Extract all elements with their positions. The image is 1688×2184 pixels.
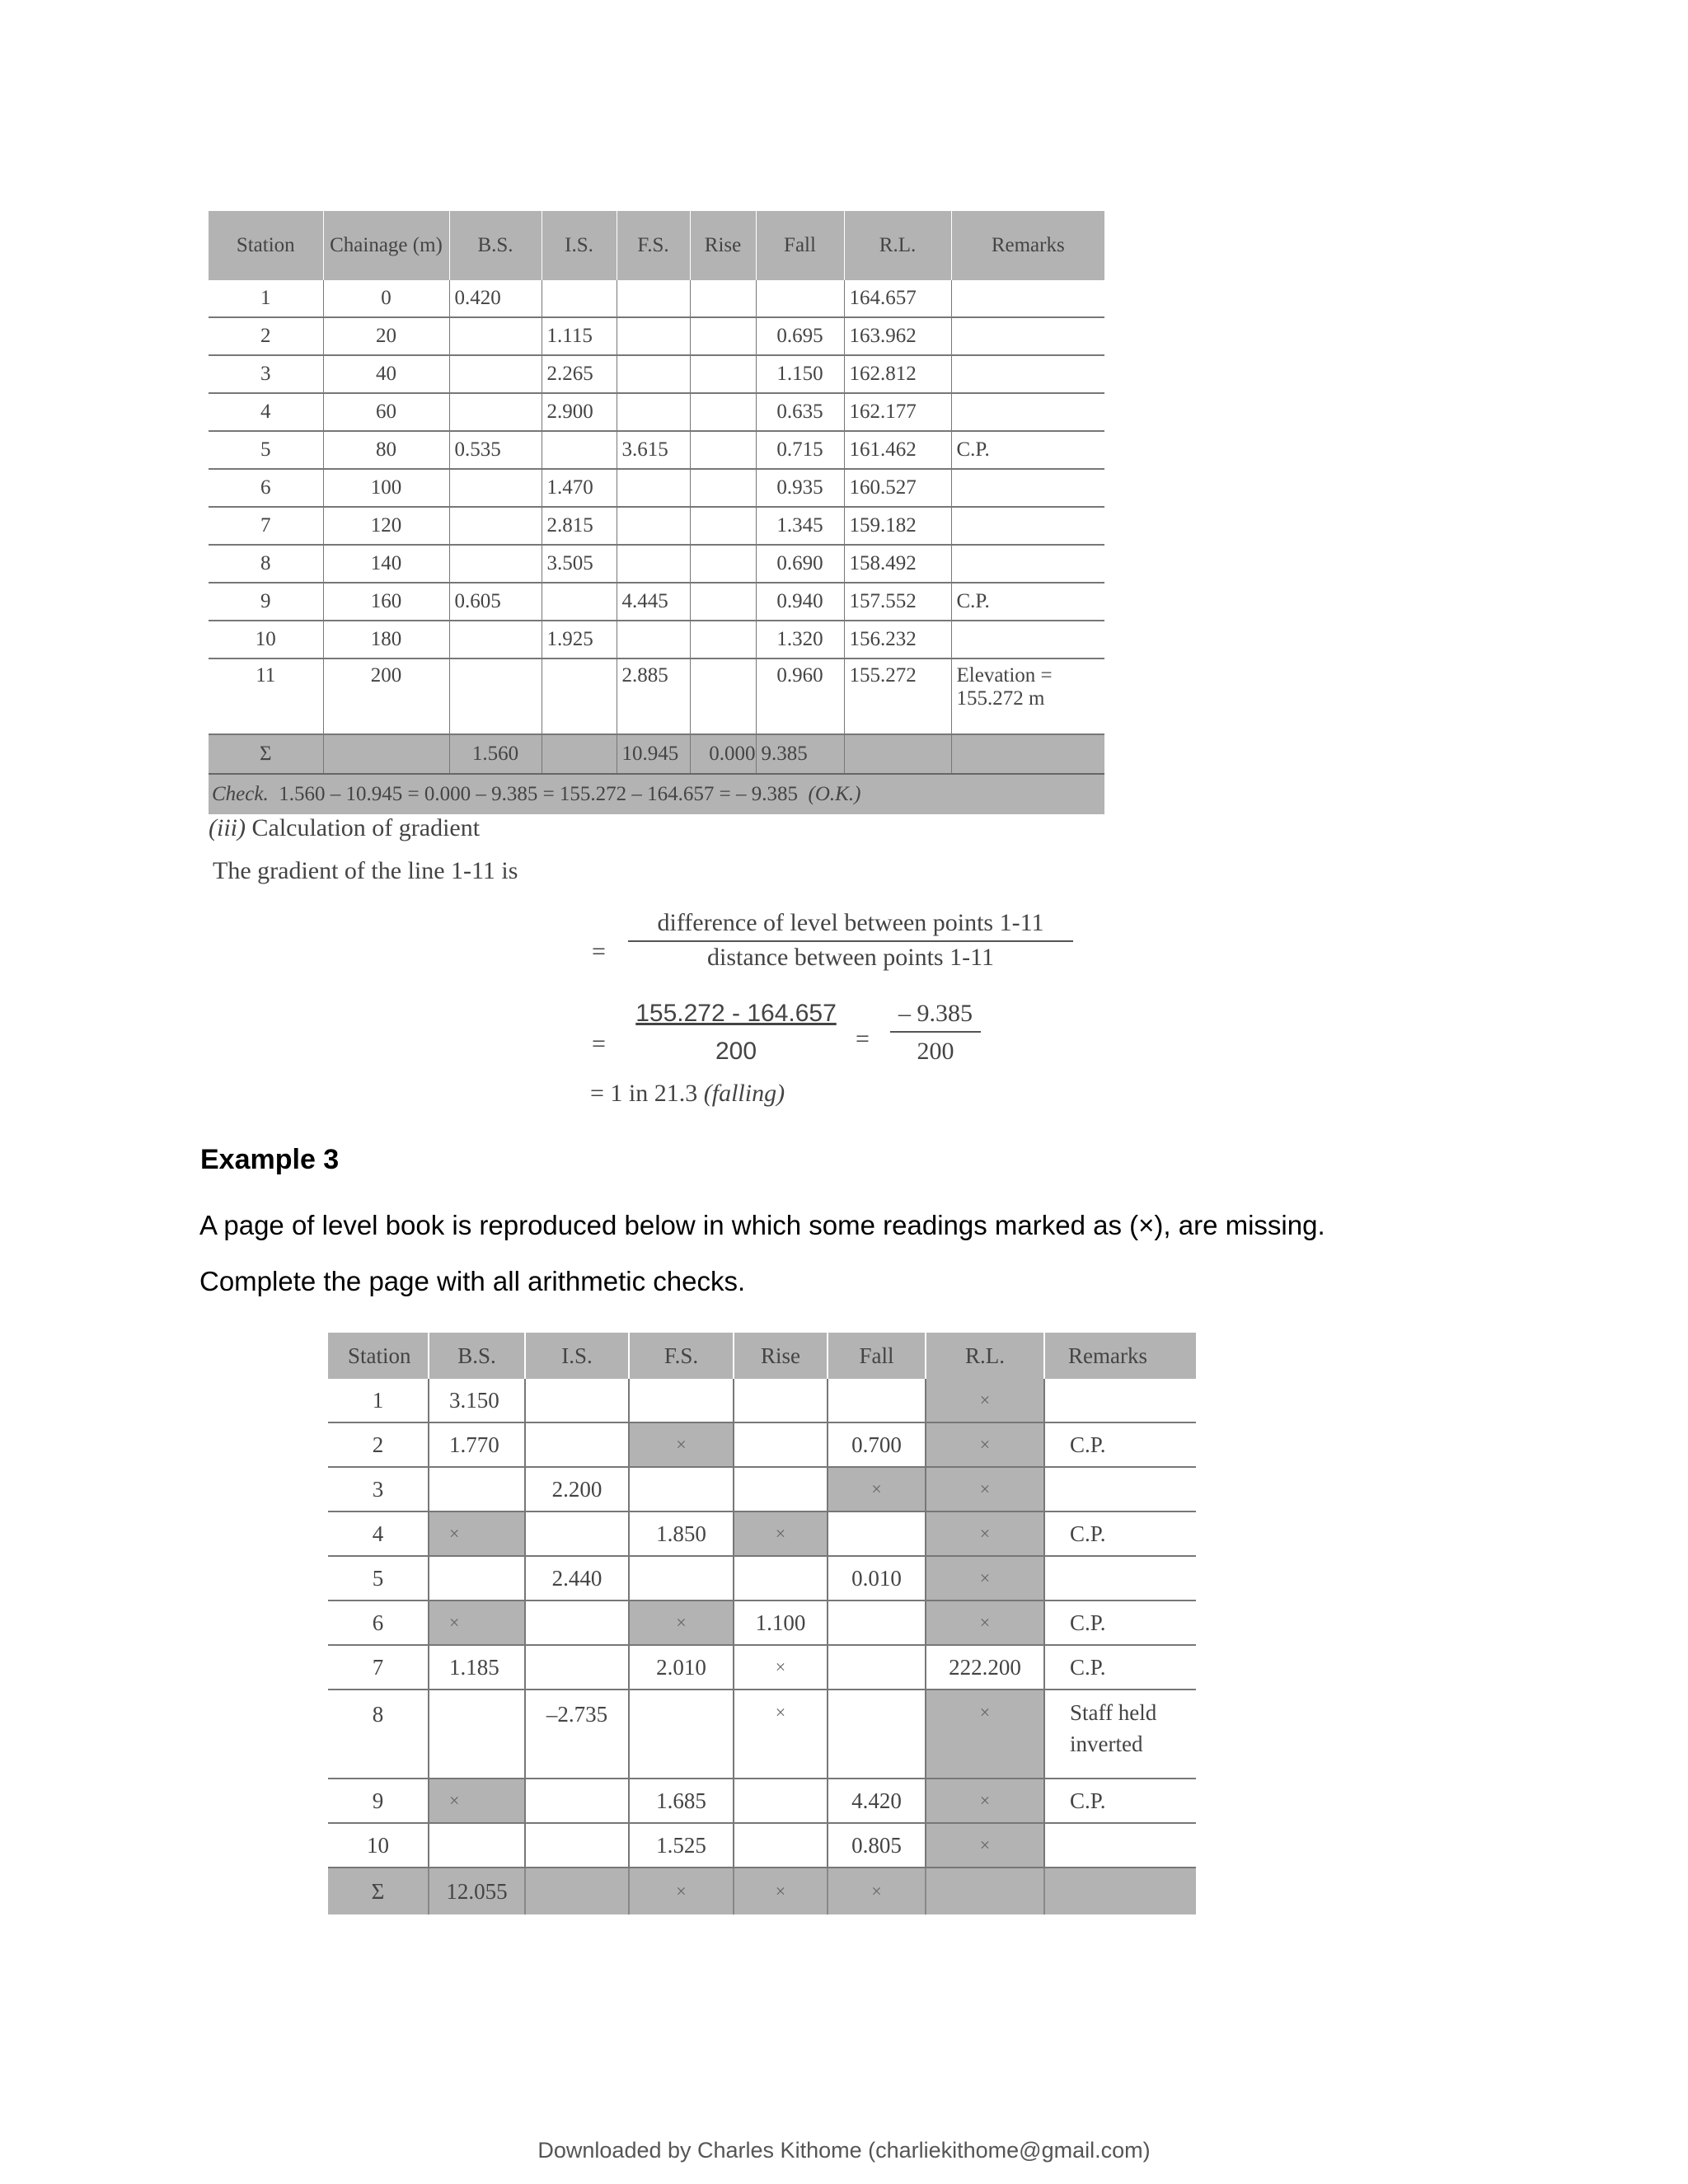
cell-fs: 3.615 <box>617 431 690 469</box>
cell-fs <box>617 545 690 583</box>
cell-rl: 162.177 <box>844 393 951 431</box>
cell-station: 9 <box>328 1779 429 1823</box>
cell-bs: × <box>429 1511 525 1556</box>
cell-is <box>525 1823 629 1868</box>
cell-fall: 0.715 <box>756 431 844 469</box>
cell-is: 2.900 <box>542 393 617 431</box>
cell-rl: × <box>926 1422 1044 1467</box>
sum-fs: 10.945 <box>617 734 690 774</box>
cell-remarks: C.P. <box>1044 1511 1196 1556</box>
cell-fs <box>617 280 690 317</box>
cell-fall <box>756 280 844 317</box>
cell-fall: 0.700 <box>828 1422 926 1467</box>
cell-fs: 2.885 <box>617 658 690 734</box>
table-row <box>209 317 1104 355</box>
cell-is: –2.735 <box>525 1690 629 1779</box>
table1-sum-row <box>209 734 1104 774</box>
cell-is: 2.440 <box>525 1556 629 1601</box>
cell-rise <box>690 355 756 393</box>
cell-is <box>525 1511 629 1556</box>
fraction-values-numerator: 155.272 - 164.657 <box>635 1000 837 1027</box>
gradient-result-note: (falling) <box>703 1080 785 1107</box>
sum-bs: 12.055 <box>429 1868 525 1915</box>
table-row <box>328 1511 1196 1556</box>
header-fs: F.S. <box>629 1333 734 1379</box>
cell-bs <box>429 1690 525 1779</box>
cell-bs <box>449 545 542 583</box>
cell-remarks <box>951 621 1104 658</box>
fraction-result <box>890 1000 981 1066</box>
table2-sum-row <box>328 1868 1196 1915</box>
cell-station: 3 <box>209 355 323 393</box>
cell-fs <box>617 355 690 393</box>
cell-is: 2.200 <box>525 1467 629 1511</box>
cell-fs <box>617 621 690 658</box>
cell-fs <box>617 507 690 545</box>
cell-rl: 162.812 <box>844 355 951 393</box>
cell-bs <box>429 1556 525 1601</box>
cell-remarks <box>951 507 1104 545</box>
cell-remarks: C.P. <box>1044 1779 1196 1823</box>
cell-is <box>525 1379 629 1422</box>
sum-rise: × <box>734 1868 828 1915</box>
cell-station: 10 <box>328 1823 429 1868</box>
cell-is <box>542 658 617 734</box>
table-row <box>328 1556 1196 1601</box>
cell-rl: 155.272 <box>844 658 951 734</box>
table-row <box>209 507 1104 545</box>
table-row <box>209 355 1104 393</box>
header-remarks: Remarks <box>1044 1333 1196 1379</box>
cell-fs: 1.685 <box>629 1779 734 1823</box>
cell-rise <box>690 621 756 658</box>
cell-station: 9 <box>209 583 323 621</box>
cell-bs: × <box>429 1779 525 1823</box>
cell-station: 5 <box>209 431 323 469</box>
table-row <box>328 1379 1196 1422</box>
cell-is <box>542 280 617 317</box>
cell-is <box>525 1779 629 1823</box>
cell-fall <box>828 1645 926 1690</box>
cell-remarks <box>1044 1556 1196 1601</box>
table-row <box>328 1779 1196 1823</box>
cell-chainage: 180 <box>323 621 449 658</box>
cell-rl: × <box>926 1823 1044 1868</box>
fraction-values <box>625 1000 847 1066</box>
fraction-definition-denominator: distance between points 1-11 <box>707 944 994 971</box>
cell-chainage: 120 <box>323 507 449 545</box>
cell-rise <box>690 393 756 431</box>
cell-station: 1 <box>328 1379 429 1422</box>
header-fall: Fall <box>756 211 844 280</box>
cell-bs <box>449 621 542 658</box>
cell-fs: 1.525 <box>629 1823 734 1868</box>
header-rise: Rise <box>734 1333 828 1379</box>
table-row <box>209 583 1104 621</box>
cell-fall: 1.345 <box>756 507 844 545</box>
cell-fall: 0.940 <box>756 583 844 621</box>
table-row <box>328 1467 1196 1511</box>
header-chainage: Chainage (m) <box>323 211 449 280</box>
cell-rl: 222.200 <box>926 1645 1044 1690</box>
cell-is <box>525 1422 629 1467</box>
equals-sign-1: = <box>592 938 606 965</box>
cell-rl: 157.552 <box>844 583 951 621</box>
cell-remarks: C.P. <box>1044 1645 1196 1690</box>
check-label: Check. <box>212 783 269 805</box>
cell-station: 6 <box>209 469 323 507</box>
cell-is <box>525 1645 629 1690</box>
cell-station: 4 <box>209 393 323 431</box>
sum-fall: × <box>828 1868 926 1915</box>
cell-chainage: 100 <box>323 469 449 507</box>
cell-bs: 0.605 <box>449 583 542 621</box>
header-rise: Rise <box>690 211 756 280</box>
cell-fall <box>828 1601 926 1645</box>
cell-rise <box>734 1467 828 1511</box>
cell-fall <box>828 1511 926 1556</box>
cell-rise <box>690 469 756 507</box>
cell-bs: 0.420 <box>449 280 542 317</box>
cell-fs: × <box>629 1601 734 1645</box>
cell-fall: 0.010 <box>828 1556 926 1601</box>
cell-is: 2.815 <box>542 507 617 545</box>
cell-chainage: 20 <box>323 317 449 355</box>
table-row <box>209 280 1104 317</box>
sum-symbol: Σ <box>328 1868 429 1915</box>
cell-remarks <box>951 393 1104 431</box>
cell-fs: 2.010 <box>629 1645 734 1690</box>
cell-rise <box>734 1779 828 1823</box>
sum-cell <box>1044 1868 1196 1915</box>
table-row <box>209 431 1104 469</box>
cell-bs <box>449 507 542 545</box>
sum-fall: 9.385 <box>756 734 844 774</box>
sum-bs: 1.560 <box>449 734 542 774</box>
cell-rl: × <box>926 1511 1044 1556</box>
cell-fs: 4.445 <box>617 583 690 621</box>
table-row <box>328 1690 1196 1779</box>
cell-rl: 158.492 <box>844 545 951 583</box>
fraction-values-denominator: 200 <box>715 1038 757 1065</box>
cell-rl: × <box>926 1779 1044 1823</box>
cell-rise <box>734 1379 828 1422</box>
sum-fs: × <box>629 1868 734 1915</box>
cell-is <box>542 583 617 621</box>
fraction-result-denominator: 200 <box>917 1038 954 1065</box>
header-bs: B.S. <box>449 211 542 280</box>
cell-rl: × <box>926 1690 1044 1779</box>
cell-remarks <box>951 545 1104 583</box>
cell-fs <box>629 1556 734 1601</box>
cell-station: 7 <box>328 1645 429 1690</box>
level-table-2 <box>328 1333 1196 1915</box>
cell-bs <box>429 1823 525 1868</box>
cell-station: 7 <box>209 507 323 545</box>
cell-remarks: C.P. <box>951 431 1104 469</box>
cell-fs: × <box>629 1422 734 1467</box>
table-row <box>209 469 1104 507</box>
cell-rl: × <box>926 1601 1044 1645</box>
cell-rl: × <box>926 1556 1044 1601</box>
cell-rise <box>734 1823 828 1868</box>
cell-fs <box>629 1690 734 1779</box>
cell-fall: × <box>828 1467 926 1511</box>
table1-check-row <box>209 774 1104 814</box>
cell-station: 2 <box>328 1422 429 1467</box>
cell-rise <box>690 658 756 734</box>
cell-rise <box>690 583 756 621</box>
cell-fall: 0.690 <box>756 545 844 583</box>
cell-station: 8 <box>328 1690 429 1779</box>
cell-remarks: C.P. <box>951 583 1104 621</box>
sum-symbol: Σ <box>209 734 323 774</box>
header-rl: R.L. <box>926 1333 1044 1379</box>
cell-station: 2 <box>209 317 323 355</box>
header-fall: Fall <box>828 1333 926 1379</box>
cell-station: 5 <box>328 1556 429 1601</box>
cell-rise: × <box>734 1511 828 1556</box>
cell-fall: 0.635 <box>756 393 844 431</box>
header-fs: F.S. <box>617 211 690 280</box>
cell-rl: 163.962 <box>844 317 951 355</box>
cell-station: 10 <box>209 621 323 658</box>
cell-bs <box>449 317 542 355</box>
cell-fall: 1.150 <box>756 355 844 393</box>
cell-fs <box>617 317 690 355</box>
sum-cell <box>542 734 617 774</box>
equals-sign-3: = <box>856 1025 870 1052</box>
cell-rl: 161.462 <box>844 431 951 469</box>
cell-chainage: 160 <box>323 583 449 621</box>
table-row <box>328 1823 1196 1868</box>
cell-rise: × <box>734 1690 828 1779</box>
example-paragraph-line-1: A page of level book is reproduced below in which some readings marked as (×), are missing. <box>199 1210 1325 1240</box>
cell-chainage: 0 <box>323 280 449 317</box>
cell-bs: 1.185 <box>429 1645 525 1690</box>
cell-bs <box>449 355 542 393</box>
sum-cell <box>844 734 951 774</box>
cell-chainage: 140 <box>323 545 449 583</box>
header-station: Station <box>209 211 323 280</box>
table1-header-row <box>209 211 1104 280</box>
fraction-result-numerator: – 9.385 <box>890 1000 981 1033</box>
cell-fall: 0.935 <box>756 469 844 507</box>
example-heading: Example 3 <box>200 1144 340 1175</box>
cell-fs <box>629 1379 734 1422</box>
gradient-heading-line <box>209 814 480 842</box>
header-station: Station <box>328 1333 429 1379</box>
table2-header-row <box>328 1333 1196 1379</box>
cell-station: 6 <box>328 1601 429 1645</box>
table-row <box>328 1422 1196 1467</box>
cell-remarks: C.P. <box>1044 1422 1196 1467</box>
cell-is: 3.505 <box>542 545 617 583</box>
cell-is: 1.925 <box>542 621 617 658</box>
cell-remarks <box>951 280 1104 317</box>
cell-chainage: 60 <box>323 393 449 431</box>
cell-remarks <box>951 469 1104 507</box>
cell-chainage: 80 <box>323 431 449 469</box>
cell-bs: 3.150 <box>429 1379 525 1422</box>
cell-rl: × <box>926 1379 1044 1422</box>
cell-fs <box>629 1467 734 1511</box>
cell-bs <box>449 393 542 431</box>
cell-remarks <box>1044 1467 1196 1511</box>
download-footer: Downloaded by Charles Kithome (charliekithome@gmail.com) <box>537 2138 1151 2163</box>
header-rl: R.L. <box>844 211 951 280</box>
header-is: I.S. <box>525 1333 629 1379</box>
cell-remarks <box>951 317 1104 355</box>
table-row <box>209 658 1104 734</box>
sum-cell <box>525 1868 629 1915</box>
cell-rl: 160.527 <box>844 469 951 507</box>
cell-bs: 1.770 <box>429 1422 525 1467</box>
cell-fall: 4.420 <box>828 1779 926 1823</box>
example-paragraph-line-2: Complete the page with all arithmetic checks. <box>199 1266 746 1296</box>
sum-cell <box>926 1868 1044 1915</box>
cell-remarks <box>951 355 1104 393</box>
fraction-definition-numerator: difference of level between points 1-11 <box>628 909 1073 942</box>
cell-bs <box>429 1467 525 1511</box>
table-row <box>328 1601 1196 1645</box>
cell-remarks: Elevation = 155.272 m <box>951 658 1104 734</box>
cell-rl: 156.232 <box>844 621 951 658</box>
cell-is <box>542 431 617 469</box>
gradient-roman: (iii) <box>209 814 246 841</box>
level-table-1 <box>209 211 1104 814</box>
gradient-result-value: = 1 in 21.3 <box>590 1080 698 1107</box>
cell-rl: × <box>926 1467 1044 1511</box>
cell-bs <box>449 469 542 507</box>
sum-cell <box>323 734 449 774</box>
cell-chainage: 200 <box>323 658 449 734</box>
cell-rise <box>690 507 756 545</box>
equals-sign-2: = <box>592 1030 606 1057</box>
cell-rise <box>690 317 756 355</box>
sum-rise: 0.000 <box>690 734 756 774</box>
cell-remarks: Staff held inverted <box>1044 1690 1196 1779</box>
check-text: 1.560 – 10.945 = 0.000 – 9.385 = 155.272 – 164.657 = – 9.385 <box>279 783 799 805</box>
cell-fs <box>617 469 690 507</box>
cell-rl: 164.657 <box>844 280 951 317</box>
cell-fall: 0.805 <box>828 1823 926 1868</box>
cell-fs: 1.850 <box>629 1511 734 1556</box>
cell-fall <box>828 1690 926 1779</box>
cell-is: 1.470 <box>542 469 617 507</box>
cell-is: 2.265 <box>542 355 617 393</box>
cell-fs <box>617 393 690 431</box>
table-row <box>328 1645 1196 1690</box>
cell-station: 8 <box>209 545 323 583</box>
table-row <box>209 621 1104 658</box>
cell-bs: 0.535 <box>449 431 542 469</box>
cell-rise: 1.100 <box>734 1601 828 1645</box>
cell-fall <box>828 1379 926 1422</box>
cell-station: 3 <box>328 1467 429 1511</box>
cell-rise <box>690 545 756 583</box>
cell-chainage: 40 <box>323 355 449 393</box>
cell-fall: 0.695 <box>756 317 844 355</box>
header-bs: B.S. <box>429 1333 525 1379</box>
cell-station: 11 <box>209 658 323 734</box>
check-cell <box>209 774 1104 814</box>
cell-bs: × <box>429 1601 525 1645</box>
cell-rl: 159.182 <box>844 507 951 545</box>
cell-rise: × <box>734 1645 828 1690</box>
table-row <box>209 393 1104 431</box>
cell-remarks: C.P. <box>1044 1601 1196 1645</box>
cell-station: 4 <box>328 1511 429 1556</box>
cell-remarks <box>1044 1379 1196 1422</box>
fraction-definition <box>628 909 1073 972</box>
cell-rise <box>690 280 756 317</box>
cell-bs <box>449 658 542 734</box>
header-remarks: Remarks <box>951 211 1104 280</box>
cell-rise <box>690 431 756 469</box>
cell-is <box>525 1601 629 1645</box>
table-row <box>209 545 1104 583</box>
sum-cell <box>951 734 1104 774</box>
cell-station: 1 <box>209 280 323 317</box>
cell-fall: 1.320 <box>756 621 844 658</box>
gradient-heading: Calculation of gradient <box>251 814 481 841</box>
gradient-result <box>590 1080 785 1108</box>
header-is: I.S. <box>542 211 617 280</box>
cell-rise <box>734 1422 828 1467</box>
gradient-intro: The gradient of the line 1-11 is <box>213 857 518 884</box>
cell-is: 1.115 <box>542 317 617 355</box>
check-ok: (O.K.) <box>808 783 861 805</box>
cell-rise <box>734 1556 828 1601</box>
cell-fall: 0.960 <box>756 658 844 734</box>
cell-remarks <box>1044 1823 1196 1868</box>
